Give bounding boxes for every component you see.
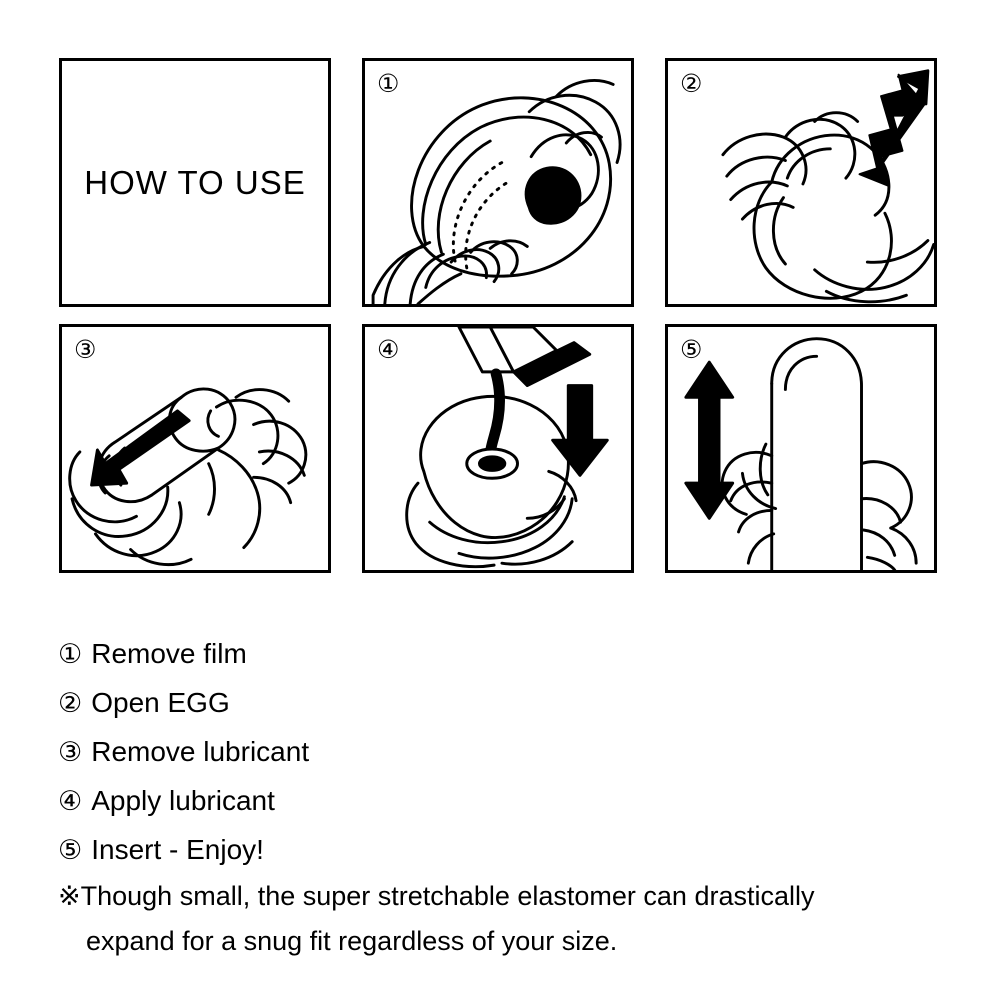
panel-step-5	[665, 324, 937, 573]
illustration-remove-film	[365, 61, 631, 304]
step-number-2: ②	[58, 688, 83, 719]
panel-number-3: ③	[74, 335, 97, 364]
list-item-step-2	[58, 679, 958, 728]
step-label-2: Open EGG	[91, 687, 230, 718]
illustration-remove-lubricant	[62, 327, 328, 570]
illustration-insert-enjoy	[668, 327, 934, 570]
reference-mark-icon: ※	[58, 881, 81, 912]
panel-number-1: ①	[377, 69, 400, 98]
illustration-open-egg	[668, 61, 934, 304]
step-number-4: ④	[58, 786, 83, 817]
footnote-text-1: Though small, the super stretchable elastomer can drastically	[80, 881, 815, 911]
panel-number-5: ⑤	[680, 335, 703, 364]
panel-step-3	[59, 324, 331, 573]
step-label-5: Insert - Enjoy!	[91, 834, 264, 865]
panel-number-4: ④	[377, 335, 400, 364]
step-label-3: Remove lubricant	[91, 736, 310, 767]
panel-step-2	[665, 58, 937, 307]
footnote	[58, 874, 958, 964]
panel-grid	[59, 58, 939, 573]
steps-list	[58, 630, 958, 875]
footnote-line-1	[58, 874, 958, 919]
list-item-step-1	[58, 630, 958, 679]
page-title: HOW TO USE	[84, 163, 306, 201]
list-item-step-4	[58, 777, 958, 826]
title-panel	[59, 58, 331, 307]
step-number-5: ⑤	[58, 835, 83, 866]
panel-number-2: ②	[680, 69, 703, 98]
panel-step-4	[362, 324, 634, 573]
step-label-4: Apply lubricant	[91, 785, 275, 816]
list-item-step-5	[58, 826, 958, 875]
panel-step-1	[362, 58, 634, 307]
list-item-step-3	[58, 728, 958, 777]
step-number-3: ③	[58, 737, 83, 768]
footnote-line-2: expand for a snug fit regardless of your size.	[86, 926, 618, 956]
step-number-1: ①	[58, 639, 83, 670]
illustration-apply-lubricant	[365, 327, 631, 570]
step-label-1: Remove film	[91, 638, 247, 669]
